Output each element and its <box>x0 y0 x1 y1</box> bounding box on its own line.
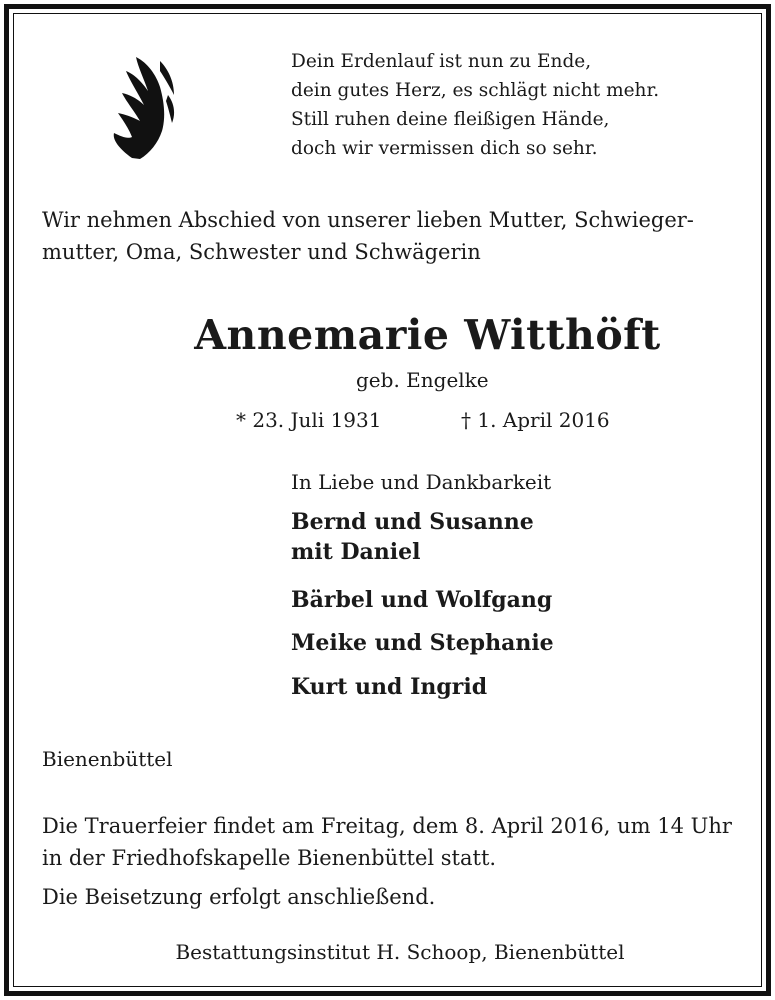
ceremony-line: Die Trauerfeier findet am Freitag, dem 8. April 2016, um 14 Uhr <box>42 814 732 838</box>
poem-line: doch wir vermissen dich so sehr. <box>291 138 598 159</box>
ceremony-line: in der Friedhofskapelle Bienenbüttel statt. <box>42 846 497 870</box>
ceremony-text <box>42 810 732 874</box>
mourner-name: Meike und Stephanie <box>291 630 554 656</box>
place: Bienenbüttel <box>42 747 173 771</box>
intro-line: mutter, Oma, Schwester und Schwägerin <box>42 240 481 264</box>
intro-line: Wir nehmen Abschied von unserer lieben Mutter, Schwieger- <box>42 208 694 232</box>
mourner-name: Bärbel und Wolfgang <box>291 587 553 613</box>
deceased-name: Annemarie Witthöft <box>194 311 661 359</box>
burial-text: Die Beisetzung erfolgt anschließend. <box>42 885 436 909</box>
maiden-name: geb. Engelke <box>356 368 489 392</box>
poem-line: Dein Erdenlauf ist nun zu Ende, <box>291 51 592 72</box>
intro-text <box>42 204 694 268</box>
poem-line: Still ruhen deine fleißigen Hände, <box>291 109 610 130</box>
mourner-name: Bernd und Susanne <box>291 509 534 535</box>
mourner-name: Kurt und Ingrid <box>291 674 488 700</box>
signoff: In Liebe und Dankbarkeit <box>291 470 552 494</box>
birth-date: * 23. Juli 1931 <box>236 408 382 432</box>
funeral-home: Bestattungsinstitut H. Schoop, Bienenbüttel <box>175 940 625 964</box>
poem <box>291 47 659 163</box>
mourner-name: mit Daniel <box>291 539 421 565</box>
poem-line: dein gutes Herz, es schlägt nicht mehr. <box>291 80 660 101</box>
death-date: † 1. April 2016 <box>461 408 610 432</box>
antler-icon <box>108 55 180 163</box>
